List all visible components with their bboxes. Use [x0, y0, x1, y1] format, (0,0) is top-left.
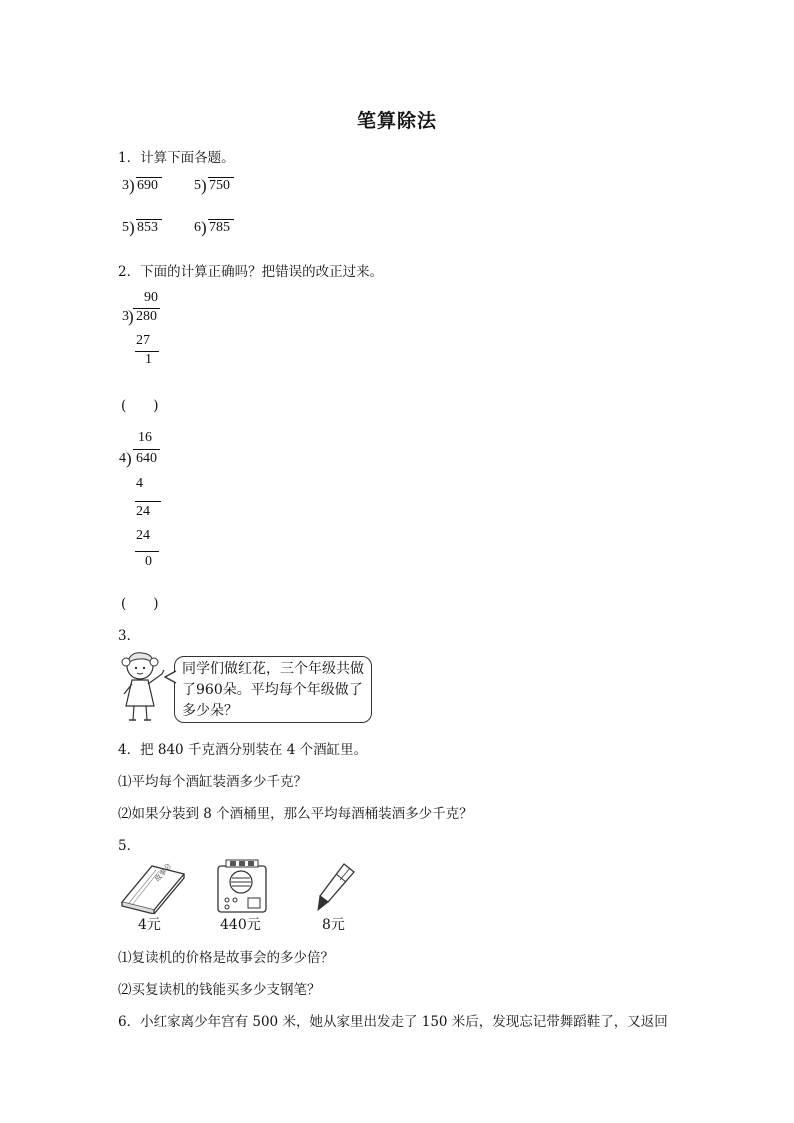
tape-player-icon: [214, 858, 272, 914]
long-division-work-1: [118, 290, 178, 380]
subtraction-line: 24: [136, 528, 150, 543]
question-3-label: 3．: [118, 628, 141, 644]
question-1-label: 1．计算下面各题。: [118, 150, 235, 166]
quotient: 16: [138, 430, 152, 445]
speech-tail-icon: [164, 670, 178, 684]
pen-icon: [314, 862, 358, 912]
division-bar: [208, 177, 234, 178]
dividend: 785: [209, 220, 230, 235]
remainder: 1: [145, 352, 152, 367]
subtraction-line: 27: [136, 333, 150, 348]
book-price: 4元: [138, 917, 161, 933]
division-bracket-icon: ): [129, 218, 135, 237]
division-bar: [208, 219, 234, 220]
question-5-part-1: ⑴复读机的价格是故事会的多少倍？: [118, 950, 334, 966]
remainder: 0: [145, 554, 152, 569]
question-5-label: 5．: [118, 838, 141, 854]
divisor: 6: [194, 220, 201, 235]
divisor: 5: [122, 220, 129, 235]
division-bracket-icon: ): [201, 218, 207, 237]
subtraction-rule: [135, 501, 161, 502]
divisor: 3: [122, 309, 129, 324]
girl-teacher-icon: [116, 648, 178, 726]
question-6-label: 6．小红家离少年宫有 500 米，她从家里出发走了 150 米后，发现忘记带舞蹈鞋了，又返回: [118, 1014, 668, 1030]
page-title: 笔算除法: [356, 110, 437, 132]
answer-parentheses-2[interactable]: ( ): [121, 596, 159, 612]
dividend: 750: [209, 178, 230, 193]
division-bracket-icon: ): [128, 307, 134, 326]
division-bar: [136, 177, 162, 178]
answer-parentheses-1[interactable]: ( ): [121, 398, 159, 414]
divisor: 5: [194, 178, 201, 193]
division-bar: [133, 449, 160, 450]
dividend: 853: [137, 220, 158, 235]
question-5-part-2: ⑵买复读机的钱能买多少支钢笔？: [118, 982, 321, 998]
subtraction-line: 4: [136, 476, 143, 491]
question-2-label: 2．下面的计算正确吗？把错误的改正过来。: [118, 264, 384, 280]
divisor: 3: [122, 178, 129, 193]
dividend: 690: [137, 178, 158, 193]
book-icon: [118, 858, 188, 914]
tape-player-price: 440元: [220, 917, 261, 933]
division-bar: [136, 219, 162, 220]
dividend: 640: [136, 451, 157, 466]
intermediate-value: 24: [136, 504, 150, 519]
long-division-work-2: [118, 430, 178, 575]
subtraction-rule: [135, 551, 159, 552]
speech-text: 同学们做红花，三个年级共做了960朵。平均每个年级做了多少朵？: [182, 661, 364, 719]
question-4-part-2: ⑵如果分装到 8 个酒桶里，那么平均每酒桶装酒多少千克？: [118, 806, 473, 822]
book-title-icon: 故事会: [153, 862, 174, 884]
division-bracket-icon: ): [126, 449, 132, 468]
pen-price: 8元: [322, 917, 345, 933]
dividend: 280: [136, 309, 157, 324]
divisor: 4: [119, 451, 126, 466]
question-4-label: 4．把 840 千克酒分别装在 4 个酒缸里。: [118, 742, 368, 758]
division-bracket-icon: ): [201, 176, 207, 195]
question-4-part-1: ⑴平均每个酒缸装酒多少千克？: [118, 774, 307, 790]
quotient: 90: [144, 290, 158, 305]
division-bracket-icon: ): [129, 176, 135, 195]
